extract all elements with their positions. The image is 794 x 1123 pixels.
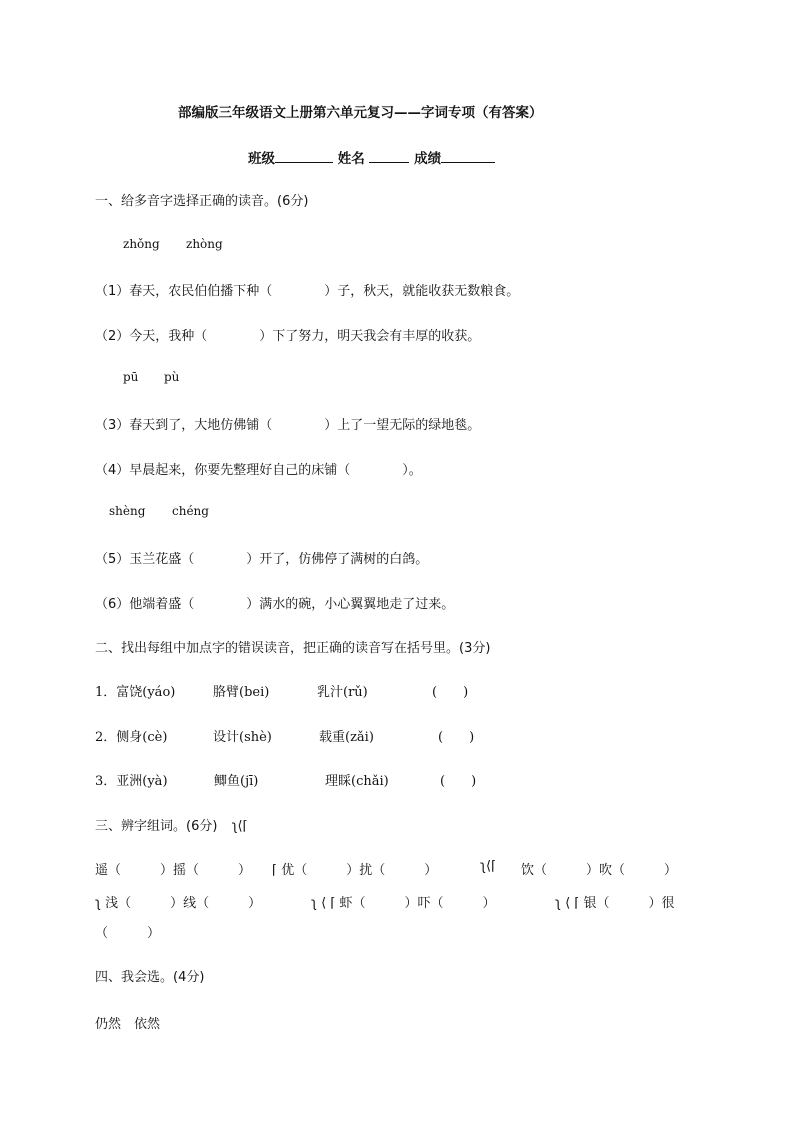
error-word: 载重(zǎi) <box>319 730 374 745</box>
pinyin-option: pū <box>123 370 139 384</box>
section1-heading: 一、给多音字选择正确的读音。(6分) <box>95 194 309 209</box>
error-word: 鲫鱼(jī) <box>214 774 259 789</box>
word-pair: ʅ 浅（ ）线（ ） <box>95 896 262 911</box>
class-label: 班级 <box>248 151 275 167</box>
question-item: （6）他端着盛（ ）满水的碗，小心翼翼地走了过来。 <box>95 597 455 612</box>
word-pair: ⌈ 优（ ）扰（ ） <box>272 863 438 878</box>
error-word: 3．亚洲(yà) <box>95 774 168 789</box>
brace-mark: ʅ⟨⌈ <box>231 819 248 834</box>
question-item: （4）早晨起来，你要先整理好自己的床铺（ ）。 <box>95 463 422 478</box>
section3-heading <box>95 815 248 834</box>
pinyin-option: pù <box>164 370 180 384</box>
pinyin-option: zhǒng <box>123 237 160 251</box>
word-pair: 遥（ ）摇（ ） <box>95 863 252 878</box>
section4-heading: 四、我会选。(4分) <box>95 970 205 985</box>
class-blank[interactable] <box>275 150 333 163</box>
question-item: （5）玉兰花盛（ ）开了，仿佛停了满树的白鸽。 <box>95 552 429 567</box>
answer-bracket[interactable]: ( ) <box>438 730 475 745</box>
page-title: 部编版三年级语文上册第六单元复习——字词专项（有答案） <box>178 105 543 121</box>
section2-heading: 二、找出每组中加点字的错误读音，把正确的读音写在括号里。(3分) <box>95 641 491 656</box>
question-item: （1）春天，农民伯伯播下种（ ）子，秋天，就能收获无数粮食。 <box>95 284 520 299</box>
answer-bracket[interactable]: ( ) <box>440 774 477 789</box>
word-pair: ʅ ⟨ ⌈ 银（ ）很 <box>555 896 675 911</box>
student-info-line <box>248 147 495 167</box>
word-choices: 仍然 依然 <box>95 1017 161 1032</box>
error-word: 乳汁(rǔ) <box>317 685 368 700</box>
word-pair: ʅ ⟨ ⌈ 虾（ ）吓（ ） <box>311 896 496 911</box>
section3-heading-text: 三、辨字组词。(6分) <box>95 819 218 834</box>
answer-bracket[interactable]: ( ) <box>432 685 469 700</box>
brace-mark: ʅ⟨⌈ <box>480 859 497 874</box>
word-pair: （ ） <box>95 926 161 941</box>
error-word: 胳臂(bei) <box>213 685 270 700</box>
name-label: 姓名 <box>337 151 365 167</box>
pinyin-option: zhòng <box>186 237 223 251</box>
error-word: 2．侧身(cè) <box>95 730 168 745</box>
error-word: 设计(shè) <box>213 730 272 745</box>
score-label: 成绩 <box>414 151 442 167</box>
pinyin-option: chéng <box>172 504 209 518</box>
question-item: （2）今天，我种（ ）下了努力，明天我会有丰厚的收获。 <box>95 329 481 344</box>
question-item: （3）春天到了，大地仿佛铺（ ）上了一望无际的绿地毯。 <box>95 418 481 433</box>
pinyin-option: shèng <box>109 504 146 518</box>
name-blank[interactable] <box>369 150 409 163</box>
error-word: 1．富饶(yáo) <box>95 685 176 700</box>
word-pair: 饮（ ）吹（ ） <box>521 863 678 878</box>
score-blank[interactable] <box>441 150 495 163</box>
error-word: 理睬(chǎi) <box>325 774 389 789</box>
